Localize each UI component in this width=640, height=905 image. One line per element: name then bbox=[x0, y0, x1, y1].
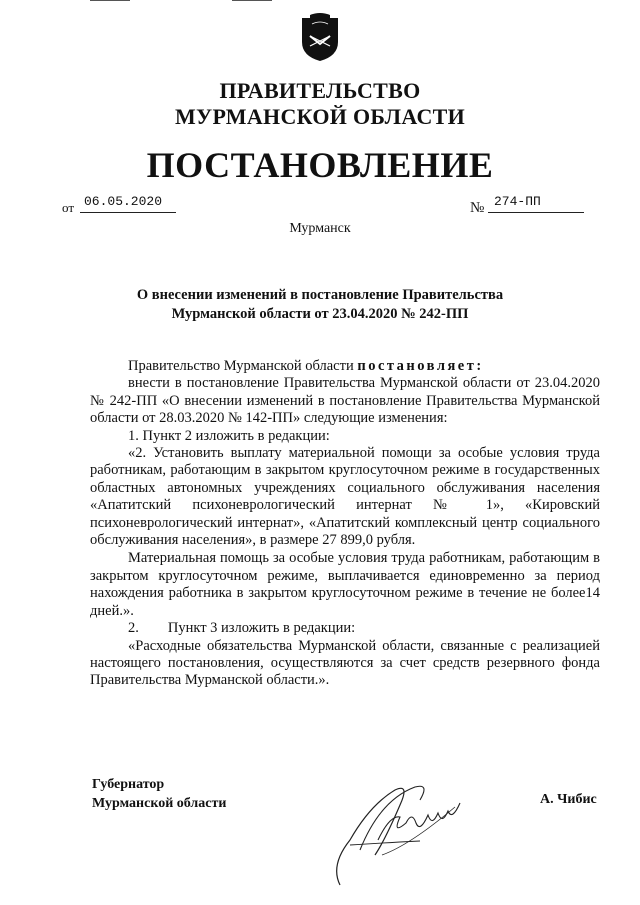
date-underline bbox=[80, 212, 176, 213]
quote-paragraph-1: «2. Установить выплату материальной помощи за особые условия труда работникам, работающим в закрытом круглосуточном режиме в государственных областных автономных учреждениях социального обслуживания населения «Апатитский психоневрологический интернат № 1», «Кировский психоневрологический интернат», «Апатитский комплексный центр социального обслуживания населения», в размере 27 899,0 рубля. bbox=[90, 445, 600, 549]
signatory-title-line1: Губернатор bbox=[92, 777, 165, 792]
number-underline bbox=[488, 212, 584, 213]
intro-paragraph bbox=[90, 358, 600, 375]
quote-paragraph-1b: Материальная помощь за особые условия труда работникам, работающим в закрытом круглосуточном режиме, выплачивается единовременно за период нахождения работника в закрытом круглосуточном режиме в течение не более14 дней.». bbox=[90, 550, 600, 619]
city: Мурманск bbox=[289, 221, 351, 236]
paragraph-amend: внести в постановление Правительства Мурманской области от 23.04.2020 № 242-ПП «О внесении изменений в постановление Правительства Мурманской области от 28.03.2020 № 142-ПП» следующие изменения: bbox=[90, 375, 600, 427]
date-label: от bbox=[62, 200, 75, 215]
top-edge-line-left bbox=[90, 0, 130, 1]
top-edge-line-right bbox=[232, 0, 272, 1]
handwritten-signature-icon bbox=[320, 745, 480, 900]
list-item-1: 1. Пункт 2 изложить в редакции: bbox=[128, 427, 330, 444]
document-type: ПОСТАНОВЛЕНИЕ bbox=[146, 145, 494, 185]
list-item-2: 2. Пункт 3 изложить в редакции: bbox=[128, 620, 356, 637]
signatory-title bbox=[92, 775, 226, 813]
intro-decree-word: постановляет: bbox=[357, 358, 484, 374]
coat-of-arms-icon bbox=[300, 12, 340, 62]
document-number: 274-ПП bbox=[494, 194, 541, 209]
org-name-line1: ПРАВИТЕЛЬСТВО bbox=[219, 78, 421, 103]
document-subject bbox=[80, 286, 560, 324]
signatory-name: А. Чибис bbox=[540, 792, 597, 807]
signatory-title-line2: Мурманской области bbox=[92, 796, 227, 811]
subject-line1: О внесении изменений в постановление Правительства bbox=[136, 287, 504, 303]
document-body bbox=[90, 358, 600, 690]
subject-line2: Мурманской области от 23.04.2020 № 242-ПП bbox=[171, 306, 469, 322]
org-name-line2: МУРМАНСКОЙ ОБЛАСТИ bbox=[174, 104, 466, 129]
quote-paragraph-2: «Расходные обязательства Мурманской области, связанные с реализацией настоящего постановления, осуществляются за счет средств резервного фонда Правительства Мурманской области.». bbox=[90, 637, 600, 689]
number-label: № bbox=[470, 200, 485, 216]
intro-text: Правительство Мурманской области bbox=[128, 358, 358, 374]
document-date: 06.05.2020 bbox=[84, 194, 163, 209]
